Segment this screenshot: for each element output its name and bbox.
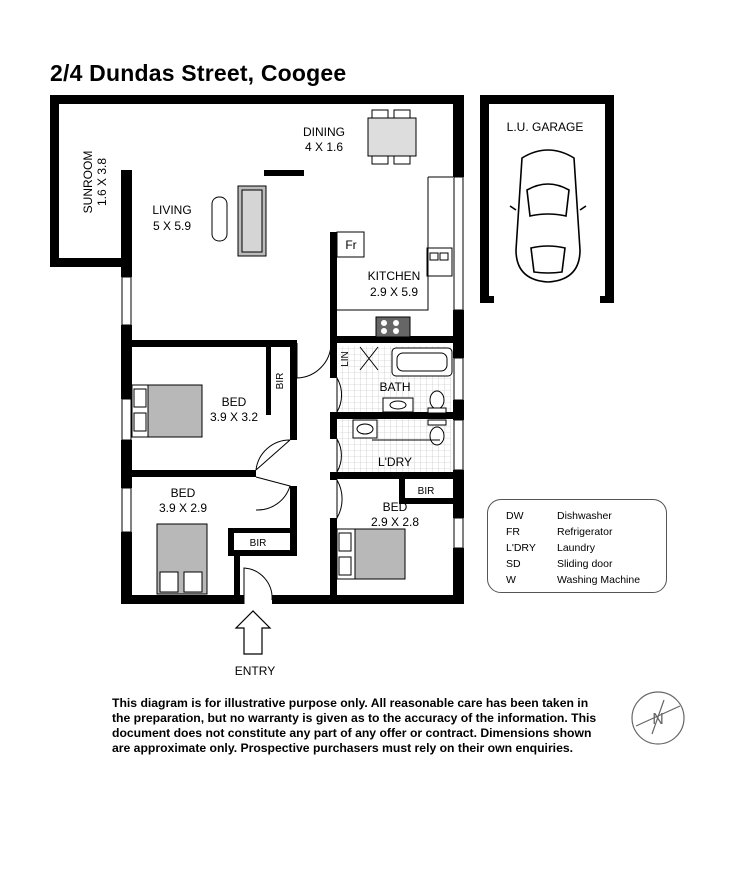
kitchen-label: KITCHEN bbox=[367, 269, 421, 283]
bath-label: BATH bbox=[379, 380, 411, 394]
disclaimer bbox=[112, 696, 612, 756]
kitchen-bench bbox=[337, 177, 453, 337]
disclaimer-line: This diagram is for illustrative purpose only. All reasonable care has been taken in bbox=[112, 696, 589, 710]
bed1-label: BED bbox=[221, 395, 247, 409]
legend-meaning: Refrigerator bbox=[557, 526, 613, 538]
disclaimer-line: the preparation, but no warranty is given as to the accuracy of the information. This bbox=[112, 711, 597, 725]
legend-abbr: W bbox=[506, 574, 516, 586]
legend-meaning: Dishwasher bbox=[557, 510, 612, 522]
kitchen-size: 2.9 X 5.9 bbox=[369, 285, 419, 299]
legend-table bbox=[506, 508, 640, 588]
bed-1 bbox=[132, 385, 202, 437]
bed3-size: 2.9 X 2.8 bbox=[370, 515, 420, 529]
disclaimer-line: document does not constitute any part of any offer or contract. Dimensions shown bbox=[112, 726, 592, 740]
legend-meaning: Washing Machine bbox=[557, 574, 641, 586]
bir-label-bed1: BIR bbox=[275, 372, 286, 390]
legend bbox=[487, 499, 667, 593]
legend-abbr: L'DRY bbox=[506, 542, 536, 554]
bed-3 bbox=[337, 529, 405, 579]
legend-row bbox=[506, 556, 640, 572]
sofa bbox=[238, 186, 266, 256]
laundry-label: L'DRY bbox=[377, 455, 413, 469]
legend-abbr: FR bbox=[506, 526, 520, 538]
bed2-label: BED bbox=[170, 486, 196, 500]
legend-row bbox=[506, 508, 640, 524]
bed3-label: BED bbox=[382, 500, 408, 514]
legend-abbr: DW bbox=[506, 510, 524, 522]
legend-abbr: SD bbox=[506, 558, 521, 570]
living-label: LIVING bbox=[152, 203, 192, 217]
coffee-table bbox=[212, 197, 227, 241]
entry-arrow-icon bbox=[236, 611, 270, 654]
sunroom-label: SUNROOM bbox=[81, 150, 95, 214]
page-title: 2/4 Dundas Street, Coogee bbox=[50, 60, 347, 86]
legend-meaning: Laundry bbox=[557, 542, 595, 554]
bed1-size: 3.9 X 3.2 bbox=[209, 410, 259, 424]
entry-label: ENTRY bbox=[234, 664, 276, 678]
bir-label-bed3: BIR bbox=[417, 486, 435, 497]
sunroom-size: 1.6 X 3.8 bbox=[95, 157, 109, 207]
legend-row bbox=[506, 572, 640, 588]
garage-label: L.U. GARAGE bbox=[506, 120, 584, 134]
living-size: 5 X 5.9 bbox=[152, 219, 192, 233]
bed2-size: 3.9 X 2.9 bbox=[158, 501, 208, 515]
legend-row bbox=[506, 524, 640, 540]
legend-row bbox=[506, 540, 640, 556]
bir-label-bed2: BIR bbox=[249, 538, 267, 549]
legend-meaning: Sliding door bbox=[557, 558, 613, 570]
bed-2 bbox=[157, 524, 207, 594]
compass-label: N bbox=[652, 711, 664, 728]
dining-size: 4 X 1.6 bbox=[304, 140, 344, 154]
dining-label: DINING bbox=[303, 125, 345, 139]
linen-label: LIN bbox=[340, 351, 351, 367]
car bbox=[510, 150, 586, 282]
dining-table bbox=[368, 110, 416, 164]
disclaimer-line: are approximate only. Prospective purchasers must rely on their own enquiries. bbox=[112, 741, 574, 755]
fridge-label: Fr bbox=[345, 238, 357, 252]
